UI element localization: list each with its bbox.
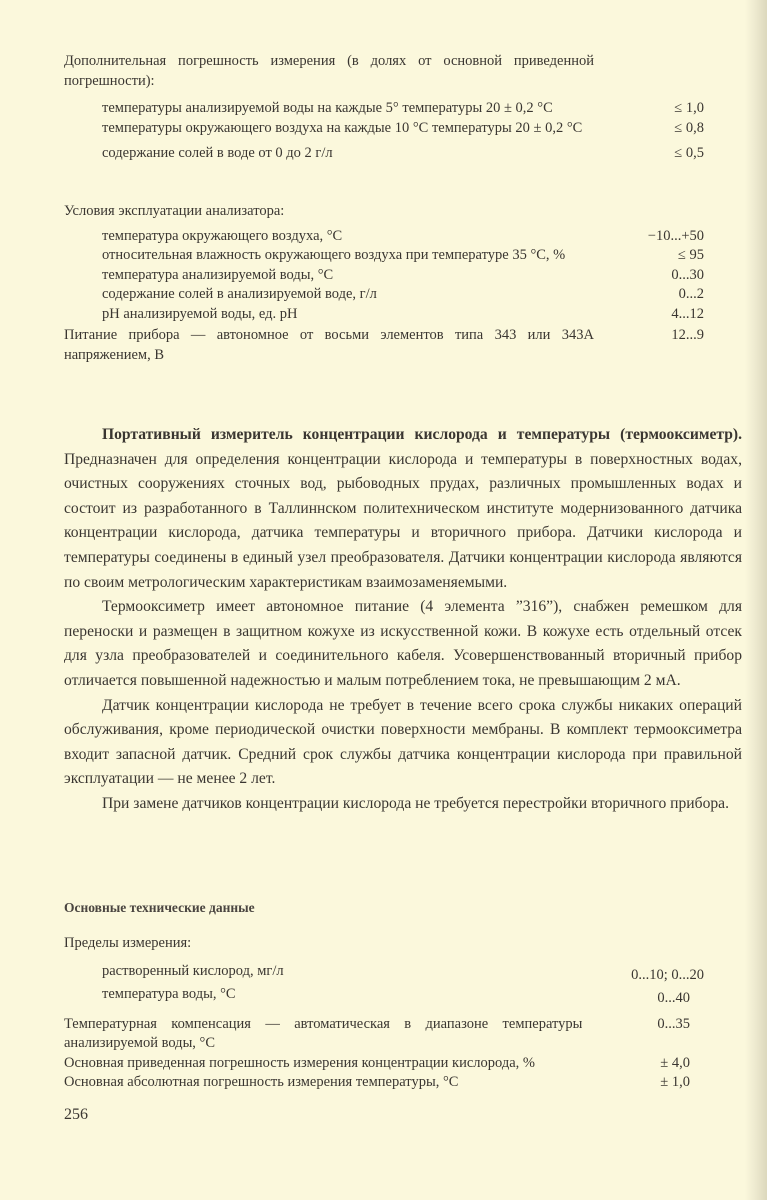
spec-label: относительная влажность окружающего воздуха при температуре 35 °С, % bbox=[102, 247, 566, 263]
section-title: Основные технические данные bbox=[64, 900, 255, 915]
spec-heading: Дополнительная погрешность измерения (в долях от основной приведенной погрешности): bbox=[64, 53, 594, 89]
spec-value: ± 1,0 bbox=[660, 1074, 690, 1090]
spec-row bbox=[64, 985, 704, 1009]
paragraph bbox=[64, 423, 742, 595]
spec-label: температуры анализируемой воды на каждые 5° температуры 20 ± 0,2 °С bbox=[102, 100, 553, 116]
spec-row bbox=[64, 119, 704, 139]
spec-label: Основная приведенная погрешность измерения концентрации кислорода, % bbox=[64, 1054, 536, 1071]
spec-label: содержание солей в анализируемой воде, г/л bbox=[102, 286, 377, 302]
spec-row bbox=[64, 1054, 704, 1074]
spec-row bbox=[64, 266, 704, 286]
spec-value: 0...10; 0...20 bbox=[631, 966, 704, 983]
spec-row bbox=[64, 144, 704, 164]
spec-label: Питание прибора — автономное от восьми элементов типа 343 или 343А напряжением, В bbox=[64, 327, 594, 363]
technical-data-spec bbox=[64, 934, 704, 1093]
spec-row bbox=[64, 962, 704, 986]
spec-label: температура окружающего воздуха, °С bbox=[102, 227, 343, 244]
spec-value: ≤ 95 bbox=[677, 247, 704, 263]
spec-label: содержание солей в воде от 0 до 2 г/л bbox=[102, 145, 333, 161]
spec-value: 0...40 bbox=[657, 990, 690, 1006]
spec-value: 0...35 bbox=[657, 1015, 690, 1032]
spec-row bbox=[64, 246, 704, 266]
spec-label: pH анализируемой воды, ед. pH bbox=[102, 305, 298, 322]
spec-heading: Пределы измерения: bbox=[64, 935, 192, 951]
spec-row bbox=[64, 1073, 704, 1093]
spec-row bbox=[64, 1015, 704, 1054]
spec-value: 0...2 bbox=[678, 286, 704, 302]
paragraph: Термооксиметр имеет автономное питание (4 элемента ”316”), снабжен ремешком для переноски и размещен в защитном кожухе из искусственной кожи. В кожухе есть отдельный отсек для узла преобразователей и соединительного кабеля. Усовершенствованный вторичный прибор отличается повышенной надежностью и малым потреблением тока, не превышающим 2 мА. bbox=[64, 598, 742, 689]
device-name: Портативный измеритель концентрации кислорода и температуры (термооксиметр). bbox=[102, 426, 742, 443]
spec-value: −10...+50 bbox=[647, 227, 704, 244]
paragraph: Датчик концентрации кислорода не требует в течение всего срока службы никаких операций обслуживания, кроме периодической очистки поверхности мембраны. В комплект термооксиметра входит запасной датчик. Средний срок службы датчика концентрации кислорода при правильной эксплуатации — не менее 2 лет. bbox=[64, 696, 742, 788]
spec-value: 0...30 bbox=[671, 266, 704, 283]
spec-label: температура воды, °С bbox=[102, 986, 236, 1002]
spec-row bbox=[64, 305, 704, 325]
spec-row bbox=[64, 227, 704, 247]
spec-heading: Условия эксплуатации анализатора: bbox=[64, 203, 285, 219]
spec-row bbox=[64, 285, 704, 305]
spec-label: Температурная компенсация — автоматическая в диапазоне температуры анализируемой воды, °С bbox=[64, 1015, 583, 1051]
page-edge-shadow bbox=[745, 0, 767, 1200]
spec-value: ≤ 1,0 bbox=[674, 100, 704, 116]
paragraph-text: Предназначен для определения концентрации кислорода и температуры в поверхностных водах, очистных сооружениях сточных вод, рыбоводных прудах, различных промышленных водах и состоит из разработанного в Таллиннском политехническом институте модернизованного датчика концентрации кислорода, датчика температуры и вторичного прибора. Датчики кислорода и температуры соединены в единый узел преобразователя. Датчики концентрации кислорода являются по своим метрологическим характеристикам взаимозаменяемыми. bbox=[64, 450, 742, 591]
spec-value: ≤ 0,5 bbox=[674, 145, 704, 161]
spec-label: температуры окружающего воздуха на каждые 10 °С температуры 20 ± 0,2 °С bbox=[102, 119, 583, 136]
page-number: 256 bbox=[64, 1106, 88, 1123]
device-description bbox=[64, 423, 742, 817]
operating-conditions-spec bbox=[64, 202, 704, 365]
spec-value: ± 4,0 bbox=[660, 1054, 690, 1071]
spec-value: 12...9 bbox=[671, 327, 704, 343]
paragraph: При замене датчиков концентрации кислорода не требуется перестройки вторичного прибора. bbox=[102, 794, 729, 812]
spec-value: 4...12 bbox=[671, 305, 704, 322]
spec-row-power bbox=[64, 326, 704, 365]
additional-error-spec bbox=[64, 52, 704, 164]
spec-label: Основная абсолютная погрешность измерения температуры, °С bbox=[64, 1074, 459, 1090]
spec-row bbox=[64, 99, 704, 119]
spec-label: растворенный кислород, мг/л bbox=[102, 962, 284, 979]
spec-value: ≤ 0,8 bbox=[674, 119, 704, 136]
spec-label: температура анализируемой воды, °С bbox=[102, 266, 334, 283]
